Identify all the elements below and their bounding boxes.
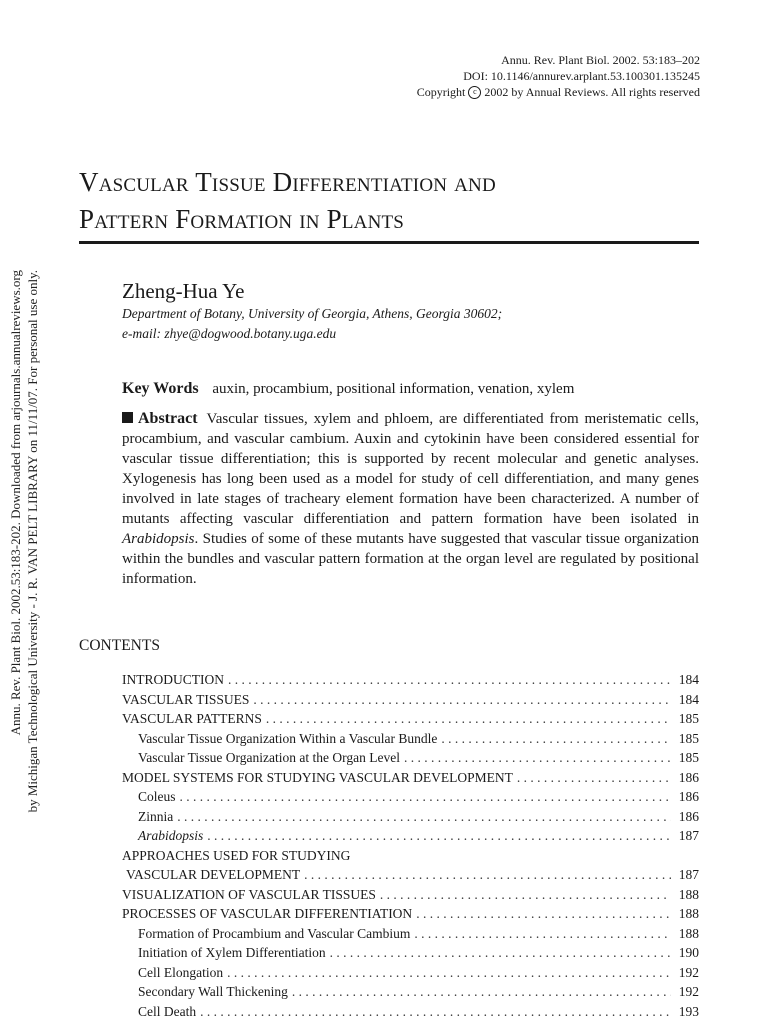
toc-title: Vascular Tissue Organization Within a Vascular Bundle [138, 730, 438, 746]
toc-entry-approaches-cont[interactable] [122, 865, 699, 885]
toc-leader [253, 690, 671, 710]
title-line-2: Pattern Formation in Plants [79, 204, 405, 234]
toc-title: VASCULAR PATTERNS [122, 711, 262, 726]
abstract-text-1: Vascular tissues, xylem and phloem, are differentiated from meristematic cells, procambium, and vascular cambium. Auxin and cytokinin have been considered essential for vascular tissue differentiation; this is supported by recent molecular and genetic analyses. Xylogenesis has long been used as a model for study of cell differentiation, and many genes involved in late stages of tracheary element formation have been characterized. A number of mutants affecting vascular differentiation and pattern formation have been isolated in [122, 411, 699, 527]
toc-leader [404, 748, 671, 768]
toc-entry-vascular-patterns[interactable] [122, 709, 699, 729]
toc-title: VISUALIZATION OF VASCULAR TISSUES [122, 886, 376, 902]
download-notice-line1: Annu. Rev. Plant Biol. 2002.53:183-202. Downloaded from arjournals.annualreviews.org [8, 270, 23, 736]
keywords [122, 380, 574, 398]
copyright-prefix: Copyright [416, 85, 466, 99]
toc-entry-secondary-wall[interactable] [122, 982, 699, 1002]
toc-entry-organization-organ[interactable] [122, 748, 699, 768]
title-line-1: Vascular Tissue Differentiation and [79, 167, 496, 197]
table-of-contents [122, 670, 699, 1021]
toc-leader [416, 904, 671, 924]
title-rule [79, 241, 699, 244]
journal-copyright [417, 84, 700, 100]
toc-leader [304, 865, 671, 885]
toc-page: 193 [678, 1003, 699, 1019]
toc-page: 186 [678, 769, 699, 785]
keywords-label: Key Words [122, 380, 199, 397]
abstract-text-italic: Arabidopsis [122, 531, 195, 547]
toc-page: 188 [678, 886, 699, 902]
copyright-icon: c [468, 86, 481, 99]
toc-leader [441, 729, 671, 749]
author-affiliation [122, 304, 502, 344]
abstract-text-2: . Studies of some of these mutants have suggested that vascular tissue organization within the bundles and vascular pattern formation at the organ level are regulated by positional information. [122, 531, 699, 587]
toc-leader [227, 963, 671, 983]
toc-title: VASCULAR TISSUES [122, 691, 250, 707]
toc-entry-organization-bundle[interactable] [122, 729, 699, 749]
toc-entry-introduction[interactable] [122, 670, 699, 690]
toc-title: INTRODUCTION [122, 672, 224, 687]
toc-title: PROCESSES OF VASCULAR DIFFERENTIATION [122, 906, 413, 921]
toc-entry-visualization[interactable] [122, 885, 699, 905]
toc-title: Zinnia [138, 808, 174, 824]
toc-leader [180, 787, 671, 807]
toc-title: Cell Elongation [138, 964, 224, 980]
toc-title: APPROACHES USED FOR STUDYING [122, 847, 351, 863]
toc-leader [292, 982, 671, 1002]
toc-leader [517, 768, 671, 788]
toc-entry-cell-death[interactable] [122, 1002, 699, 1022]
toc-entry-cell-elongation[interactable] [122, 963, 699, 983]
contents-heading: CONTENTS [79, 637, 160, 654]
toc-page: 188 [678, 925, 699, 941]
toc-page: 188 [678, 906, 699, 921]
download-notice-text [7, 270, 41, 890]
square-bullet-icon [122, 412, 133, 423]
author-email: e-mail: zhye@dogwood.botany.uga.edu [122, 326, 337, 341]
toc-page: 190 [678, 945, 699, 960]
author-name: Zheng-Hua Ye [122, 279, 245, 303]
toc-title: Formation of Procambium and Vascular Cambium [138, 925, 411, 941]
copyright-suffix: 2002 by Annual Reviews. All rights reserved [484, 85, 700, 99]
toc-entry-coleus[interactable] [122, 787, 699, 807]
toc-entry-model-systems[interactable] [122, 768, 699, 788]
toc-leader [200, 1002, 671, 1022]
toc-leader [330, 943, 671, 963]
download-notice-line2: by Michigan Technological University - J. R. VAN PELT LIBRARY on 11/11/07. For personal use only. [25, 270, 40, 813]
toc-title: Initiation of Xylem Differentiation [138, 945, 326, 960]
abstract [122, 409, 699, 589]
toc-leader [266, 709, 671, 729]
toc-entry-zinnia[interactable] [122, 807, 699, 827]
keywords-text: auxin, procambium, positional information, venation, xylem [212, 381, 575, 397]
toc-page: 185 [678, 750, 699, 765]
toc-entry-arabidopsis[interactable] [122, 826, 699, 846]
toc-title: Cell Death [138, 1003, 197, 1019]
toc-leader [207, 826, 671, 846]
toc-entry-procambium[interactable] [122, 924, 699, 944]
toc-title: MODEL SYSTEMS FOR STUDYING VASCULAR DEVELOPMENT [122, 769, 513, 785]
abstract-label: Abstract [138, 410, 198, 427]
toc-page: 187 [678, 828, 699, 843]
toc-page: 187 [678, 867, 699, 882]
toc-page: 184 [678, 672, 699, 687]
toc-page: 185 [678, 730, 699, 746]
journal-header [417, 52, 700, 100]
toc-entry-xylem-initiation[interactable] [122, 943, 699, 963]
article-title [79, 164, 699, 238]
journal-doi: DOI: 10.1146/annurev.arplant.53.100301.135245 [463, 69, 700, 83]
toc-title: Arabidopsis [138, 828, 204, 843]
toc-page: 192 [678, 984, 699, 999]
toc-title: Secondary Wall Thickening [138, 984, 288, 999]
toc-page: 192 [678, 964, 699, 980]
toc-page: 186 [678, 789, 699, 804]
toc-entry-approaches[interactable] [122, 846, 699, 866]
toc-leader [228, 670, 671, 690]
download-notice [7, 270, 47, 890]
toc-leader [177, 807, 671, 827]
journal-citation: Annu. Rev. Plant Biol. 2002. 53:183–202 [501, 53, 700, 67]
toc-entry-vascular-tissues[interactable] [122, 690, 699, 710]
toc-title: Vascular Tissue Organization at the Organ Level [138, 750, 400, 765]
toc-title: Coleus [138, 789, 176, 804]
toc-page: 185 [678, 711, 699, 726]
toc-title: VASCULAR DEVELOPMENT [126, 867, 301, 882]
toc-page: 184 [678, 691, 699, 707]
toc-page: 186 [678, 808, 699, 824]
toc-entry-processes[interactable] [122, 904, 699, 924]
affiliation-text: Department of Botany, University of Georgia, Athens, Georgia 30602; [122, 306, 503, 321]
toc-leader [414, 924, 671, 944]
toc-leader [380, 885, 671, 905]
